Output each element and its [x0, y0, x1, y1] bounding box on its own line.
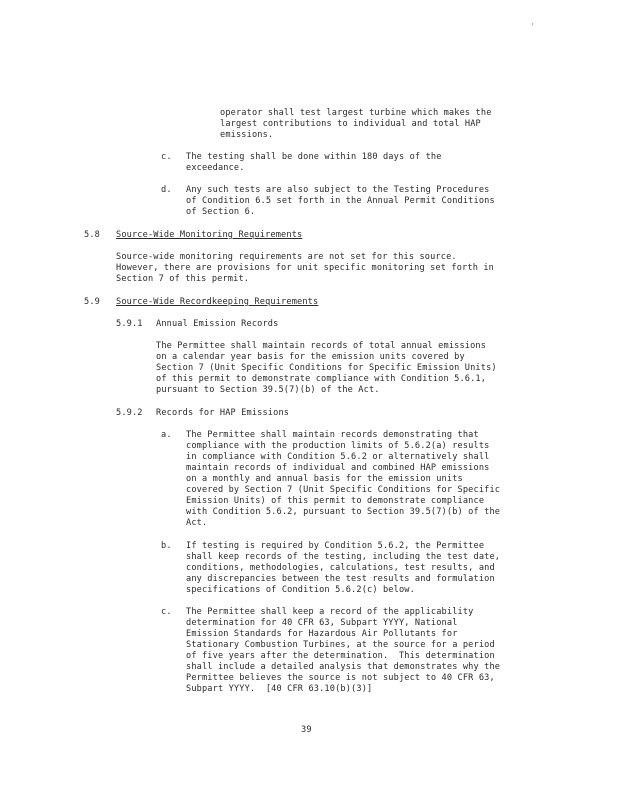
text-line: Permittee believes the source is not subject to 40 CFR 63, [186, 673, 495, 683]
text-line: The Permittee shall keep a record of the applicability [186, 607, 474, 617]
text-line: of Condition 6.5 set forth in the Annual Permit Conditions [186, 196, 495, 206]
item-letter: b. [161, 541, 172, 551]
text-line: Section 7 of this permit. [116, 274, 250, 284]
text-line: largest contributions to individual and total HAP [220, 119, 481, 129]
text-line: Emission Standards for Hazardous Air Pollutants for [186, 629, 458, 639]
text-line: The testing shall be done within 180 days of the [186, 152, 442, 162]
text-line: Stationary Combustion Turbines, at the source for a period [186, 640, 495, 650]
text-line: on a calendar year basis for the emission units covered by [156, 352, 465, 362]
text-line: emissions. [220, 130, 274, 140]
text-line: on a monthly and annual basis for the emission units [186, 474, 463, 484]
text-line: specifications of Condition 5.6.2(c) below. [186, 585, 415, 595]
section-heading: Source-Wide Monitoring Requirements [116, 230, 303, 240]
text-line: conditions, methodologies, calculations, test results, and [186, 563, 495, 573]
text-line: maintain records of individual and combined HAP emissions [186, 463, 490, 473]
item-letter: c. [161, 152, 172, 162]
item-letter: d. [161, 185, 172, 195]
section-heading: Annual Emission Records [156, 319, 279, 329]
text-line: with Condition 5.6.2, pursuant to Section 39.5(7)(b) of the [186, 507, 501, 517]
text-line: of five years after the determination. This determination [186, 651, 495, 661]
text-line: Act. [186, 518, 208, 528]
page-number: 39 [301, 725, 312, 735]
text-line: any discrepancies between the test results and formulation [186, 574, 495, 584]
text-line: Emission Units) of this permit to demonstrate compliance [186, 496, 485, 506]
section-heading: Records for HAP Emissions [156, 408, 290, 418]
corner-mark: ' [530, 22, 535, 31]
text-line: determination for 40 CFR 63, Subpart YYYY, National [186, 618, 458, 628]
text-line: pursuant to Section 39.5(7)(b) of the Act. [156, 385, 380, 395]
text-line: The Permittee shall maintain records of total annual emissions [156, 341, 487, 351]
text-line: exceedance. [186, 163, 245, 173]
text-line: However, there are provisions for unit specific monitoring set forth in [116, 263, 494, 273]
text-line: If testing is required by Condition 5.6.2, the Permittee [186, 541, 485, 551]
text-line: shall include a detailed analysis that demonstrates why the [186, 662, 501, 672]
section-number: 5.8 [84, 230, 100, 240]
text-line: Source-wide monitoring requirements are not set for this source. [116, 252, 457, 262]
section-number: 5.9.1 [116, 319, 143, 329]
text-line: The Permittee shall maintain records demonstrating that [186, 430, 479, 440]
text-line: Any such tests are also subject to the Testing Procedures [186, 185, 490, 195]
item-letter: c. [161, 607, 172, 617]
text-line: Subpart YYYY. [40 CFR 63.10(b)(3)] [186, 684, 373, 694]
section-number: 5.9.2 [116, 408, 143, 418]
text-line: operator shall test largest turbine which makes the [220, 108, 492, 118]
text-line: of this permit to demonstrate compliance with Condition 5.6.1, [156, 374, 487, 384]
text-line: compliance with the production limits of 5.6.2(a) results [186, 441, 490, 451]
item-letter: a. [161, 430, 172, 440]
text-line: shall keep records of the testing, including the test date, [186, 552, 501, 562]
text-line: Section 7 (Unit Specific Conditions for Specific Emission Units) [156, 363, 497, 373]
section-number: 5.9 [84, 297, 100, 307]
text-line: in compliance with Condition 5.6.2 or alternatively shall [186, 452, 490, 462]
section-heading: Source-Wide Recordkeeping Requirements [116, 297, 319, 307]
text-line: of Section 6. [186, 207, 256, 217]
text-line: covered by Section 7 (Unit Specific Conditions for Specific [186, 485, 501, 495]
